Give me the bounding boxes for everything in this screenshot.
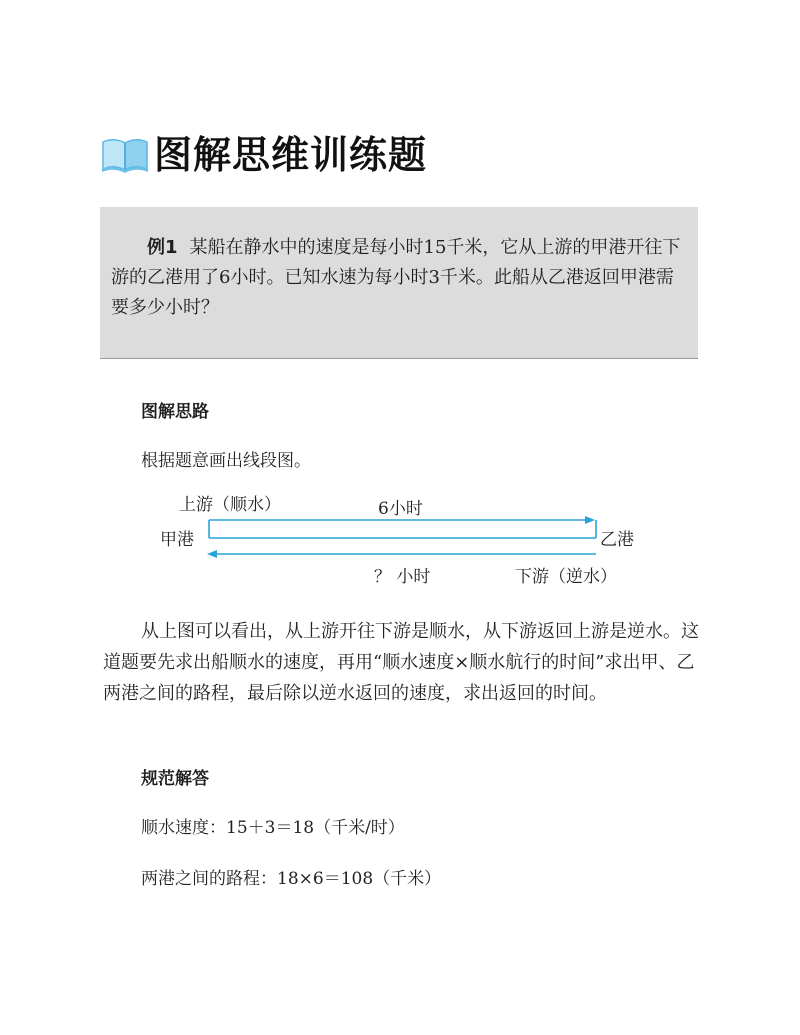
open-book-icon bbox=[100, 134, 150, 174]
downstream-arrowhead bbox=[585, 516, 595, 524]
unknown-time-label: ？ 小时 bbox=[374, 567, 431, 587]
example-question: 某船在静水中的速度是每小时15千米，它从上游的甲港开往下游的乙港用了6小时。已知水速为每小时3千米。此船从乙港返回甲港需要多少小时？ bbox=[111, 237, 681, 318]
time-label: 6小时 bbox=[378, 499, 423, 519]
analysis-heading: 图解思路 bbox=[141, 402, 209, 422]
downstream-label: 下游（逆水） bbox=[515, 567, 617, 587]
page-title: 图解思维训练题 bbox=[154, 132, 428, 177]
solution-step-2: 两港之间的路程：18×6＝108（千米） bbox=[141, 869, 442, 889]
upstream-label: 上游（顺水） bbox=[179, 495, 281, 515]
page-header bbox=[100, 126, 427, 176]
explanation-paragraph: 从上图可以看出，从上游开往下游是顺水，从下游返回上游是逆水。这道题要先求出船顺水的速度，再用“顺水速度×顺水航行的时间”求出甲、乙两港之间的路程，最后除以逆水返回的速度，求出返回的时间。 bbox=[103, 621, 699, 704]
example-label: 例1 bbox=[147, 237, 178, 258]
solution-step-1: 顺水速度：15＋3＝18（千米/时） bbox=[141, 818, 405, 838]
line-segment-diagram bbox=[0, 480, 800, 590]
port-a-label: 甲港 bbox=[160, 530, 194, 550]
solution-heading: 规范解答 bbox=[141, 769, 209, 789]
analysis-intro: 根据题意画出线段图。 bbox=[141, 451, 311, 471]
example-box bbox=[100, 207, 698, 359]
port-b-label: 乙港 bbox=[600, 530, 634, 550]
example-text bbox=[111, 233, 691, 323]
upstream-arrowhead bbox=[207, 550, 217, 558]
